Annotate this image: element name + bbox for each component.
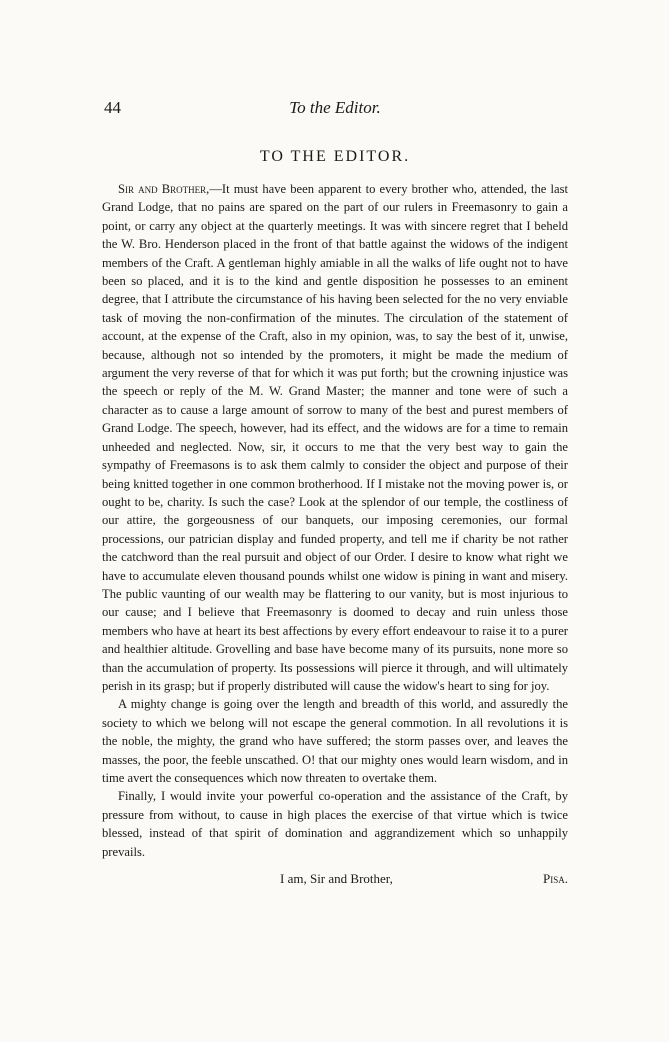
page-number: 44 bbox=[104, 98, 121, 117]
document-page bbox=[102, 98, 568, 891]
paragraph-2: A mighty change is going over the length and breadth of this world, and assuredly the society to which we belong will not escape the general commotion. In all revolutions it is the noble, the mighty, the grand who have suffered; the storm passes over, and leaves the masses, the poor, the feeble unscathed. O! that our mighty ones would learn wisdom, and in time avert the consequences which now threaten to overtake them. bbox=[102, 697, 568, 785]
paragraph-1-text: —It must have been apparent to every brother who, attended, the last Grand Lodge, that no pains are spared on the part of our rulers in Freemasonry to gain a point, or carry any object at the quarterly meetings. It was with sincere regret that I beheld the W. Bro. Henderson placed in the front of that battle against the widows of the indigent members of the Craft. A gentleman highly amiable in all the walks of life ought not to have been so placed, and it is to the kind and gentle disposition he possesses to an eminent degree, that I attribute the circumstance of his having been selected for the no very enviable task of moving the non-confirmation of the minutes. The circulation of the statement of account, at the expense of the Craft, also in my opinion, was, to say the best of it, unwise, because, although not so intended by the promoters, it might be made the medium of argument the very reverse of that for which it was put forth; but the crowning injustice was the speech or reply of the M. W. Grand Master; the manner and tone were of such a character as to cause a large amount of sorrow to many of the best and purest members of Grand Lodge. The speech, however, had its effect, and the widows are for a time to remain unheeded and neglected. Now, sir, it occurs to me that the very best way to gain the sympathy of Freemasons is to ask them calmly to consider the object and purpose of their being knitted together in one common brotherhood. If I mistake not the moving power is, or ought to be, charity. Is such the case? Look at the splendor of our temple, the costliness of our attire, the gorgeousness of our banquets, our imposing ceremonies, our formal processions, our patrician display and funded property, and tell me if charity be not rather the catchword than the real pursuit and object of our Order. I desire to know what right we have to accumulate eleven thousand pounds whilst one widow is pining in want and misery. The public vaunting of our wealth may be flattering to our vanity, but is most injurious to our cause; and I believe that Freemasonry is doomed to decay and ruin unless those members who have at heart its best affections by every effort endeavour to raise it to a purer and healthier altitude. Grovelling and base have become many of its pursuits, none more so than the accumulation of property. Its possessions will pierce it through, and will ultimately perish in its grasp; but if properly distributed will cause the widow's heart to sing for joy. bbox=[102, 182, 568, 693]
letter-body bbox=[102, 180, 568, 861]
article-title: TO THE EDITOR. bbox=[259, 148, 411, 165]
closing-line: I am, Sir and Brother, bbox=[280, 871, 393, 887]
salutation: Sir and Brother, bbox=[118, 182, 210, 196]
signature: Pisa. bbox=[543, 871, 568, 887]
signoff bbox=[102, 871, 568, 891]
running-header bbox=[102, 98, 568, 126]
paragraph-1 bbox=[102, 180, 568, 695]
paragraph-3: Finally, I would invite your powerful co-operation and the assistance of the Craft, by pressure from without, to cause in high places the exercise of that virtue which is twice blessed, instead of that spirit of domination and aggrandizement which so unhappily prevails. bbox=[102, 789, 568, 859]
running-title: To the Editor. bbox=[289, 98, 381, 117]
